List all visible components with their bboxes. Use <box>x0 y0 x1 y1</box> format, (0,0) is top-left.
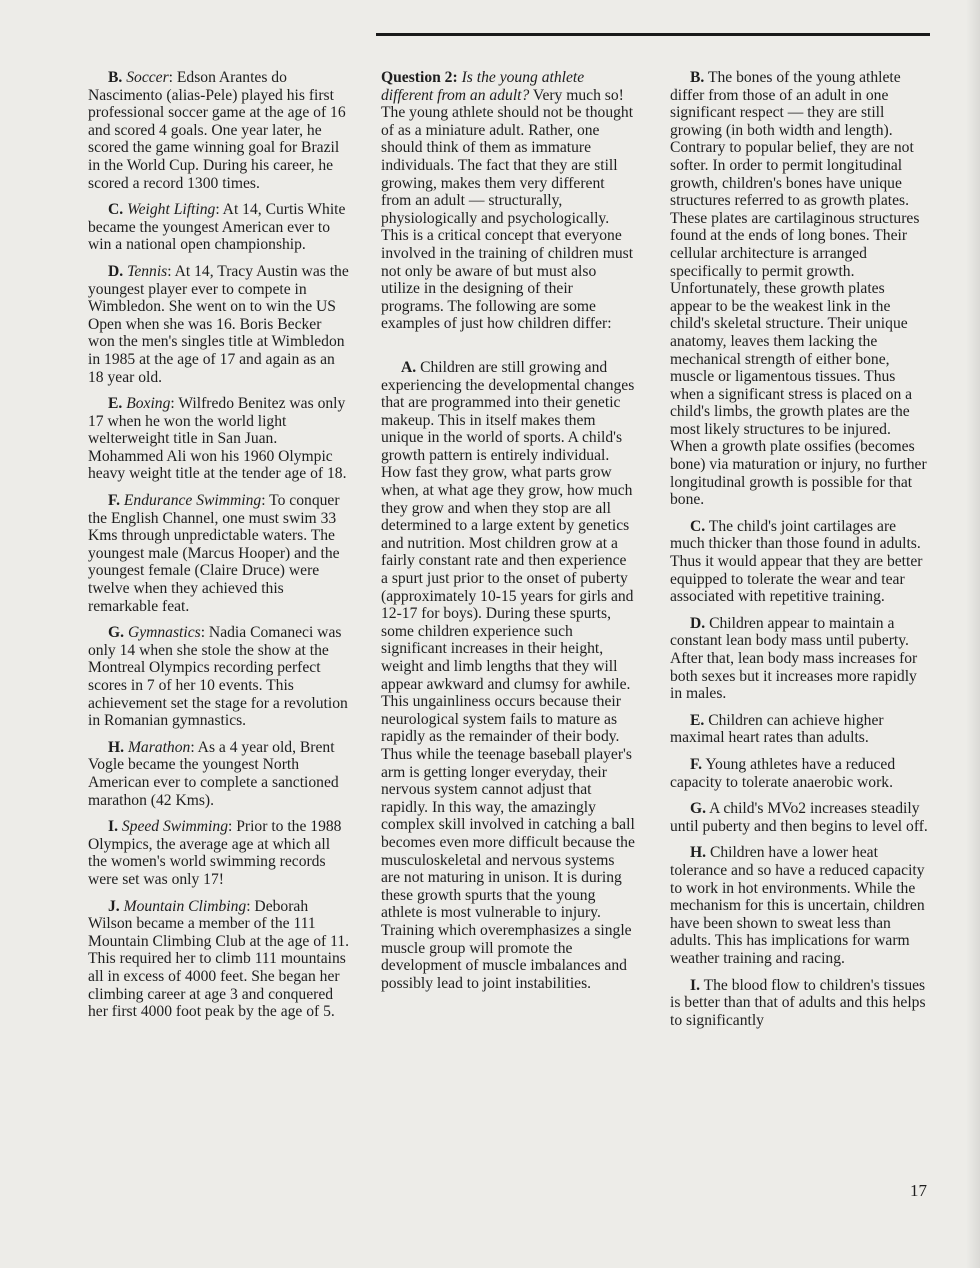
record-soccer <box>88 69 350 192</box>
record-letter: B. <box>108 69 123 86</box>
record-text: : At 14, Curtis White became the youngest American ever to win a national open championship. <box>88 201 346 254</box>
point-b <box>670 69 930 509</box>
record-sport: Gymnastics <box>127 624 201 642</box>
record-text: : Edson Arantes do Nascimento (alias-Pele) played his first professional soccer game at the age of 16 and scored 4 goals. One year later, he scored the game winning goal for Brazil in the World Cup. During his career, he scored a record 1300 times. <box>88 69 346 192</box>
point-h <box>670 844 930 967</box>
record-letter: C. <box>108 201 124 219</box>
record-sport: Endurance Swimming <box>123 492 262 510</box>
record-boxing <box>88 395 350 483</box>
point-letter: H. <box>690 844 707 862</box>
column-2 <box>381 69 636 1001</box>
record-tennis <box>88 263 350 386</box>
point-text: Children can achieve higher maximal heart rates than adults. <box>670 711 884 747</box>
point-letter: A. <box>401 358 417 376</box>
record-sport: Marathon <box>127 738 191 756</box>
record-endurance-swimming <box>88 492 350 615</box>
page-number: 17 <box>910 1181 927 1200</box>
point-i <box>670 977 930 1030</box>
record-sport: Soccer <box>126 69 169 86</box>
record-text: : To conquer the English Channel, one must swim 33 Kms through unpredictable waters. The youngest male (Marcus Hooper) and the youngest female (Claire Druce) were twelve when they achieved this remarkable feat. <box>88 492 340 615</box>
point-text: Children are still growing and experiencing the developmental changes that are programmed into their genetic makeup. This in itself makes them unique in the world of sports. A child's growth pattern is entirely individual. How fast they grow, what parts grow when, at what age they grow, how much they grow and when they stop are all determined to a large extent by genetics and nutrition. Most children grow at a fairly constant rate and then experience a spurt just prior to the onset of puberty (approximately 10-15 years for girls and 12-17 for boys). During these spurts, some children experience such significant increases in their height, weight and limb lengths that they will appear awkward and clumsy for awhile. This ungainliness occurs because their neurological system fails to mature as rapidly as the remainder of their body. Thus while the teenage baseball player's arm is getting longer everyday, their nervous system cannot adjust that rapidly. In this way, the amazingly complex skill involved in catching a ball becomes even more difficult because the musculoskeletal and nervous systems are not maturing in unison. It is during these growth spurts that the young athlete is most vulnerable to injury. Training which overemphasizes a single muscle group will promote the development of muscle imbalances and possibly lead to joint instabilities. <box>381 358 635 992</box>
question-title: Is the young athlete different from an adult? <box>381 69 585 104</box>
record-letter: F. <box>108 492 120 510</box>
question-label: Question 2: <box>381 69 458 86</box>
point-text: Children have a lower heat tolerance and so have a reduced capacity to work in hot environments. While the mechanism for this is uncertain, children have been shown to sweat less than adults. This has implications for warm weather training and racing. <box>670 844 925 967</box>
record-text: : Prior to the 1988 Olympics, the average age at which all the women's world swimming records were set was only 17! <box>88 818 342 888</box>
point-letter: F. <box>690 755 702 773</box>
point-letter: D. <box>690 614 706 632</box>
point-text: Children appear to maintain a constant lean body mass until puberty. After that, lean body mass increases for both sexes but it increases more rapidly in males. <box>670 614 918 703</box>
point-letter: E. <box>690 711 705 729</box>
question-body: Very much so! The young athlete should not be thought of as a miniature adult. Rather, one should think of them as immature individuals. The fact that they are still growing, makes them very different from an adult — structurally, physiologically and psychologically. This is a critical concept that everyone involved in the training of children must not only be aware of but must also utilize in the designing of their programs. The following are some examples of just how children differ: <box>381 86 634 333</box>
point-letter: C. <box>690 517 706 535</box>
point-a <box>381 359 636 992</box>
record-letter: I. <box>108 818 118 836</box>
point-text: Young athletes have a reduced capacity to tolerate anaerobic work. <box>670 755 896 791</box>
point-text: A child's MVo2 increases steadily until puberty and then begins to level off. <box>670 800 928 835</box>
record-letter: D. <box>108 262 124 280</box>
point-e <box>670 712 930 747</box>
record-text: : At 14, Tracy Austin was the youngest player ever to compete in Wimbledon. She went on to win the US Open when she was 16. Boris Becker won the men's singles title at Wimbledon in 1985 at the age of 17 and again as an 18 year old. <box>88 262 349 386</box>
record-mountain-climbing <box>88 898 350 1021</box>
record-sport: Speed Swimming <box>121 818 228 836</box>
record-sport: Mountain Climbing <box>123 897 247 915</box>
point-letter: I. <box>690 976 700 994</box>
page-edge-shadow <box>966 0 980 1268</box>
point-text: The bones of the young athlete differ from those of an adult in one significant respect — they are still growing (in both width and length). Contrary to popular belief, they are not softer. In order to permit longitudinal growth, children's bones have unique structures referred to as growth plates. These plates are cartilaginous structures found at the ends of long bones. Their cellular architecture is arranged specifically to permit growth. Unfortunately, these growth plates appear to be the weakest link in the child's skeletal structure. Their unique anatomy, leaves them lacking the mechanical strength of either bone, muscle or ligamentous tissues. Thus when a significant stress is placed on a child's limbs, the growth plates are the most likely structures to be injured. When a growth plate ossifies (becomes bone) via maturation or injury, no further longitudinal growth is possible for that bone. <box>670 69 927 509</box>
record-speed-swimming <box>88 818 350 888</box>
point-g <box>670 800 930 835</box>
record-weight-lifting <box>88 201 350 254</box>
question-paragraph <box>381 69 636 333</box>
record-text: : As a 4 year old, Brent Vogle became the youngest North American ever to complete a sanctioned marathon (42 Kms). <box>88 738 339 809</box>
record-text: : Nadia Comaneci was only 14 when she stole the show at the Montreal Olympics recording perfect scores in 7 of her 10 events. This achievement set the stage for a revolution in Romanian gymnastics. <box>88 624 348 730</box>
record-letter: J. <box>108 897 120 915</box>
point-letter: G. <box>690 800 707 818</box>
record-text: : Wilfredo Benitez was only 17 when he won the world light welterweight title in San Juan. Mohammed Ali won his 1960 Olympic heavy weight title at the tender age of 18. <box>88 395 347 483</box>
record-sport: Weight Lifting <box>127 201 216 219</box>
column-1 <box>88 69 350 1030</box>
point-text: The blood flow to children's tissues is better than that of adults and this helps to significantly <box>670 976 926 1029</box>
point-c <box>670 518 930 606</box>
record-letter: E. <box>108 395 123 413</box>
record-sport: Boxing <box>126 395 171 413</box>
spacer <box>381 342 636 359</box>
point-letter: B. <box>690 69 705 86</box>
record-text: : Deborah Wilson became a member of the 111 Mountain Climbing Club at the age of 11. This required her to climb 111 mountains all in excess of 4000 feet. She began her climbing career at age 3 and conquered her first 4000 foot peak by the age of 5. <box>88 897 350 1021</box>
point-d <box>670 615 930 703</box>
point-f <box>670 756 930 791</box>
record-gymnastics <box>88 624 350 730</box>
record-letter: H. <box>108 738 125 756</box>
column-3 <box>670 69 930 1038</box>
record-letter: G. <box>108 624 125 642</box>
record-marathon <box>88 739 350 809</box>
record-sport: Tennis <box>127 262 168 280</box>
point-text: The child's joint cartilages are much thicker than those found in adults. Thus it would appear that they are better equipped to tolerate the wear and tear associated with repetitive training. <box>670 517 923 606</box>
top-rule-divider <box>376 33 930 36</box>
